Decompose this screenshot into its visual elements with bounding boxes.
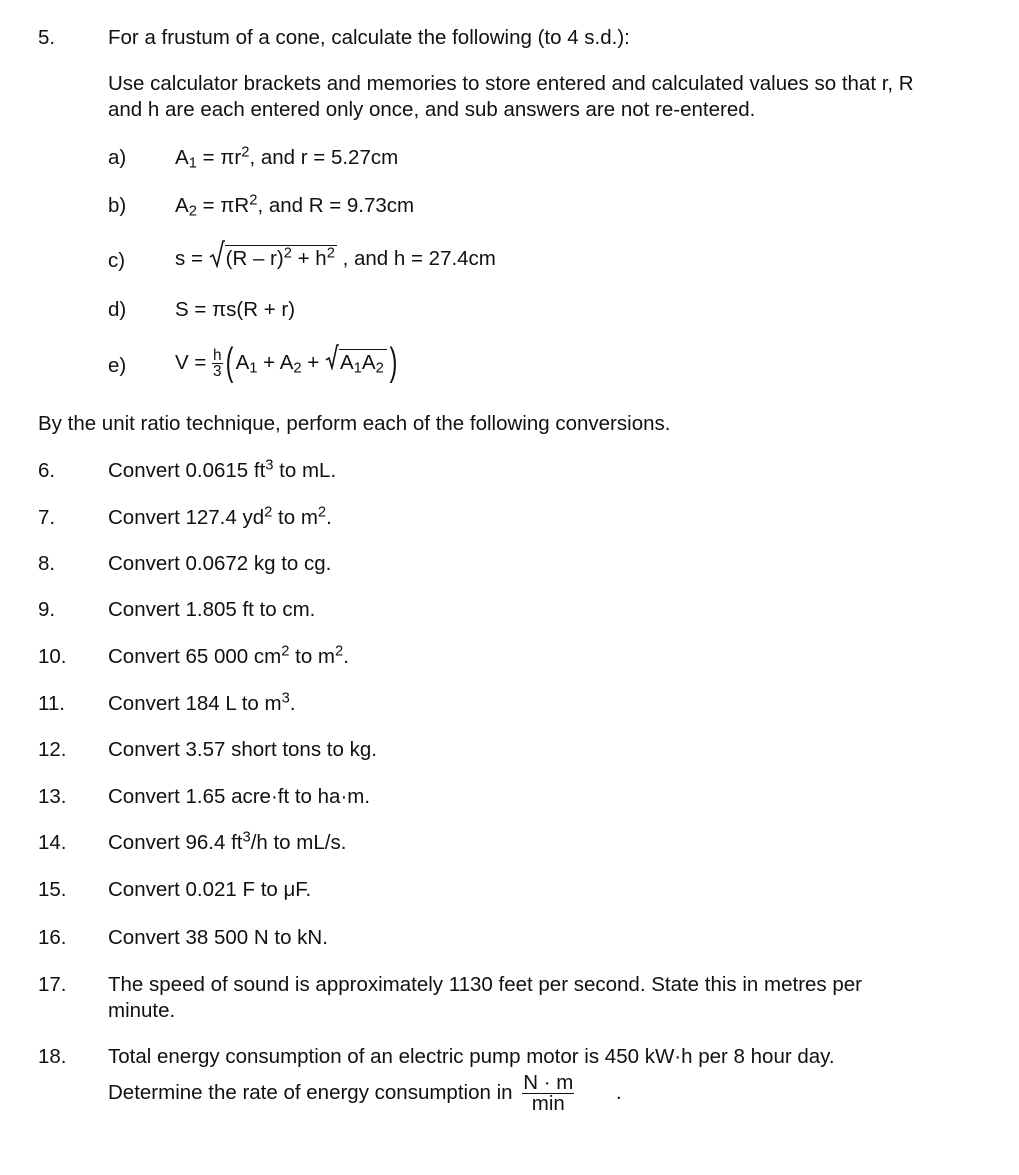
question-18-line-2: Determine the rate of energy consumption in $\frac{N \cdot m}{\min}$ . [108,1070,622,1116]
question-18-line-1: Total energy consumption of an electric pump motor is 450 kW·h per 8 hour day. [108,1045,835,1068]
question-text: Convert 184 L to $m^3$. [108,690,296,715]
square-root-icon [209,240,225,279]
part-a-formula: $A_1 = \pi r^2$, and r = 5.27cm [175,144,399,172]
part-d-label: d) [108,298,127,321]
part-c-label: c) [108,249,126,272]
question-number: 6. [38,459,56,482]
question-number: 5. [38,26,56,49]
question-text: Convert 3.57 short tons to kg. [108,738,377,761]
question-text: Convert 0.021 F to μF. [108,878,312,901]
question-number: 12. [38,738,67,761]
question-number: 11. [38,692,65,715]
question-number: 14. [38,831,67,854]
question-number: 16. [38,926,67,949]
question-number: 8. [38,552,56,575]
part-b-label: b) [108,194,127,217]
question-number: 17. [38,973,67,996]
question-5-instruction-2: and h are each entered only once, and sub answers are not re-entered. [108,98,756,121]
part-a-label: a) [108,146,127,169]
question-number: 10. [38,645,67,668]
question-text: Convert 38 500 N to kN. [108,926,328,949]
question-text: Convert 1.805 ft to cm. [108,598,316,621]
question-text: Convert 0.0615 $ft^3$ to mL. [108,457,337,482]
question-text: Convert 0.0672 kg to cg. [108,552,332,575]
part-c-formula: $s = (R - r)^2 + h^2$ , and h = 27.4cm [175,240,496,279]
question-number: 18. [38,1045,67,1068]
question-text: Convert 1.65 acre·ft to ha·m. [108,785,371,808]
question-number: 13. [38,785,67,808]
question-5-instruction-1: Use calculator brackets and memories to store entered and calculated values so that r, R [108,72,914,95]
question-5-title: For a frustum of a cone, calculate the following (to 4 s.d.): [108,26,630,49]
part-e-label: e) [108,354,127,377]
section-intro: By the unit ratio technique, perform each of the following conversions. [38,412,671,435]
question-text: Convert 65 000 $cm^2$ to $m^2$. [108,643,349,668]
part-e-formula: V = $\frac{h}{3}$ ( $A_1 + A_2 + A_1A_2$ ) [175,340,400,387]
part-b-formula: $A_2 = \pi R^2$, and R = 9.73cm [175,192,415,220]
part-d-formula: S = πs(R + r) [175,298,296,321]
unit-fraction: $\frac{N \cdot m}{\min}$ [523,1070,574,1116]
question-number: 9. [38,598,56,621]
question-number: 7. [38,506,56,529]
question-17-line-2: minute. [108,999,176,1022]
fraction: $\frac{h}{3}$ [213,346,222,381]
question-17-line-1: The speed of sound is approximately 1130 feet per second. State this in metres per [108,973,862,996]
question-number: 15. [38,878,67,901]
question-text: Convert 127.4 $yd^2$ to $m^2$. [108,504,332,529]
question-text: Convert 96.4 $ft^3/h$ to mL/s. [108,829,347,854]
square-root-icon [325,341,339,387]
